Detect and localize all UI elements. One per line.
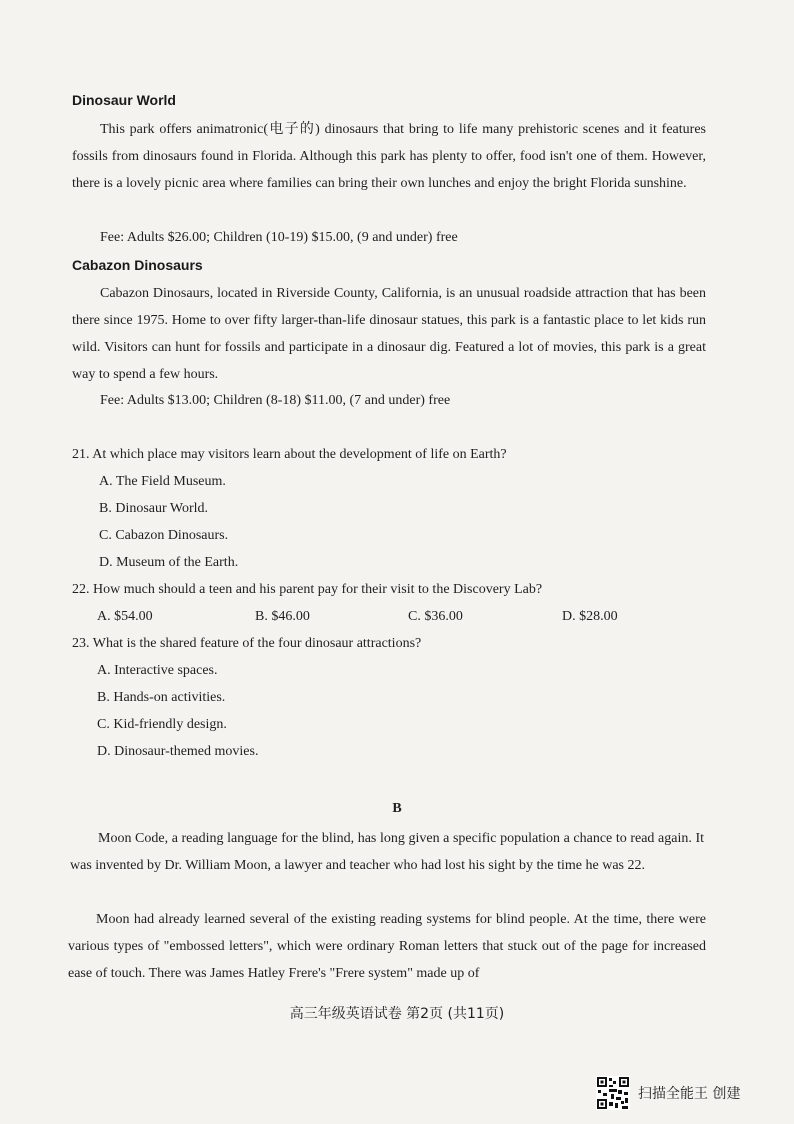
section-b-label: B [392, 801, 402, 816]
q23-option-c: C. Kid-friendly design. [97, 717, 227, 732]
q22-option-a: A. $54.00 [97, 609, 153, 624]
q22-option-b: B. $46.00 [255, 609, 310, 624]
q22-option-d: D. $28.00 [562, 609, 618, 624]
q23-option-d: D. Dinosaur-themed movies. [97, 744, 259, 759]
q21-option-c: C. Cabazon Dinosaurs. [99, 528, 229, 543]
q21-stem: 21. At which place may visitors learn about the development of life on Earth? [72, 447, 507, 462]
section-b-paragraph-2 [68, 906, 706, 987]
qr-code-icon [596, 1076, 630, 1110]
dinosaur-world-heading: Dinosaur World [72, 92, 176, 108]
q22-options [0, 609, 794, 629]
dinosaur-world-text: This park offers animatronic(电子的) dinosaurs that bring to life many prehistoric scenes and it features fossils from dinosaurs found in Florida. Although this park has plenty to offer, food isn't one of them. However, there is a lovely picnic area where families can bring their own lunches and enjoy the bright Florida sunshine. [72, 122, 706, 191]
cabazon-heading: Cabazon Dinosaurs [72, 257, 203, 273]
scanner-label: 扫描全能王 创建 [638, 1086, 741, 1102]
section-b-paragraph-1 [70, 825, 704, 879]
q21-option-b: B. Dinosaur World. [99, 501, 209, 516]
dinosaur-world-fee: Fee: Adults $26.00; Children (10-19) $15.00, (9 and under) free [100, 230, 458, 245]
scanner-watermark [596, 1076, 740, 1110]
cabazon-text: Cabazon Dinosaurs, located in Riverside County, California, is an unusual roadside attraction that has been there since 1975. Home to over fifty larger-than-life dinosaur statues, this park is a fantastic place to let kids run wild. Visitors can hunt for fossils and participate in a dinosaur dig. Featured a lot of movies, this park is a great way to spend a few hours. [72, 286, 706, 382]
q21-option-a: A. The Field Museum. [99, 474, 226, 489]
cabazon-fee: Fee: Adults $13.00; Children (8-18) $11.00, (7 and under) free [100, 393, 451, 408]
q23-stem: 23. What is the shared feature of the four dinosaur attractions? [72, 636, 422, 651]
q21-option-d: D. Museum of the Earth. [99, 555, 239, 570]
q23-option-b: B. Hands-on activities. [97, 690, 226, 705]
page-footer: 高三年级英语试卷 第2页 (共11页) [289, 1006, 505, 1022]
cabazon-body [72, 280, 706, 388]
dinosaur-world-body [72, 116, 706, 197]
q23-option-a: A. Interactive spaces. [97, 663, 218, 678]
section-b-p1-text: Moon Code, a reading language for the blind, has long given a specific population a chance to read again. It was invented by Dr. William Moon, a lawyer and teacher who had lost his sight by the time he was 22. [70, 831, 704, 873]
section-b-p2-text: Moon had already learned several of the existing reading systems for blind people. At the time, there were various types of "embossed letters", which were ordinary Roman letters that stuck out of the page for increased ease of touch. There was James Hatley Frere's "Frere system" made up of [68, 912, 706, 981]
q22-option-c: C. $36.00 [408, 609, 463, 624]
q22-stem: 22. How much should a teen and his parent pay for their visit to the Discovery Lab? [72, 582, 543, 597]
